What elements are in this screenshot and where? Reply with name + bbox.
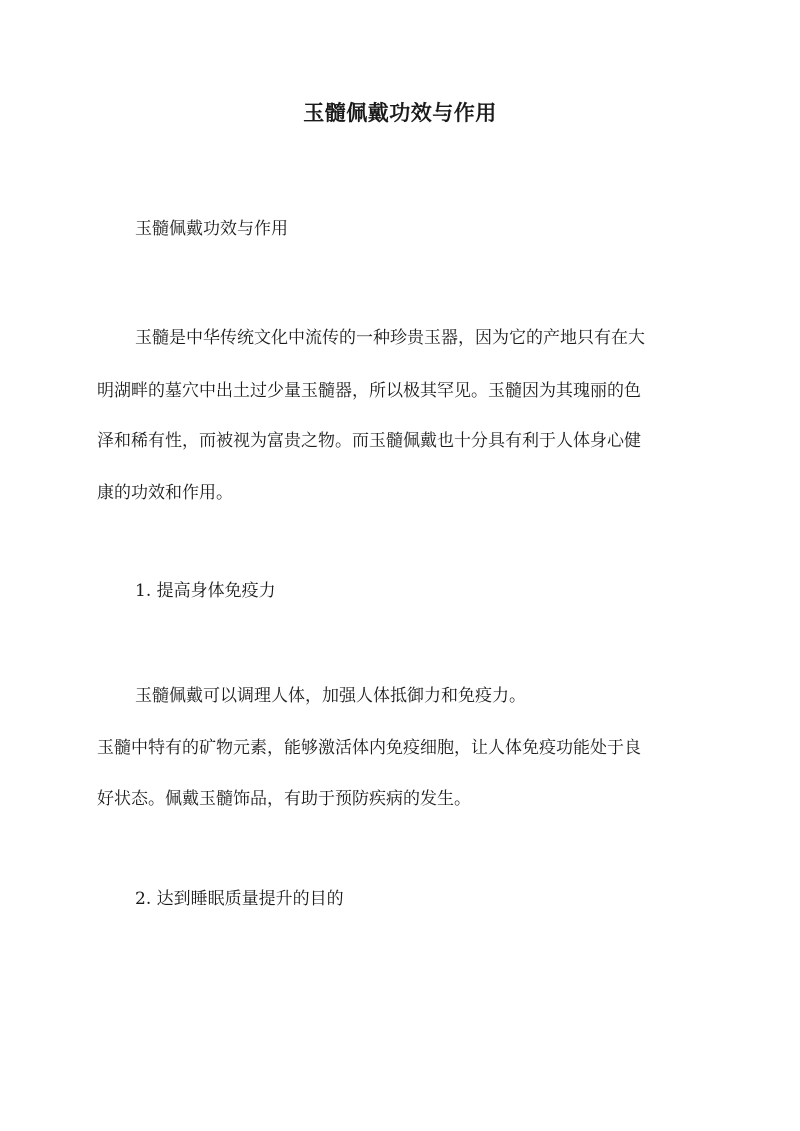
section-1-heading: 1. 提高身体免疫力 [135, 581, 276, 601]
section-2-heading: 2. 达到睡眠质量提升的目的 [135, 889, 344, 909]
intro-line-3: 泽和稀有性，而被视为富贵之物。而玉髓佩戴也十分具有利于人体身心健 [97, 431, 641, 451]
intro-line-1: 玉髓是中华传统文化中流传的一种珍贵玉器，因为它的产地只有在大 [135, 328, 645, 348]
document-subtitle: 玉髓佩戴功效与作用 [135, 219, 288, 239]
section-1-line-1: 玉髓佩戴可以调理人体，加强人体抵御力和免疫力。 [135, 686, 526, 706]
intro-line-2: 明湖畔的墓穴中出土过少量玉髓器，所以极其罕见。玉髓因为其瑰丽的色 [97, 381, 641, 401]
section-1-line-3: 好状态。佩戴玉髓饰品，有助于预防疾病的发生。 [97, 789, 471, 809]
intro-line-4: 康的功效和作用。 [97, 483, 233, 503]
section-1-line-2: 玉髓中特有的矿物元素，能够激活体内免疫细胞，让人体免疫功能处于良 [97, 738, 641, 758]
document-title: 玉髓佩戴功效与作用 [303, 100, 497, 125]
